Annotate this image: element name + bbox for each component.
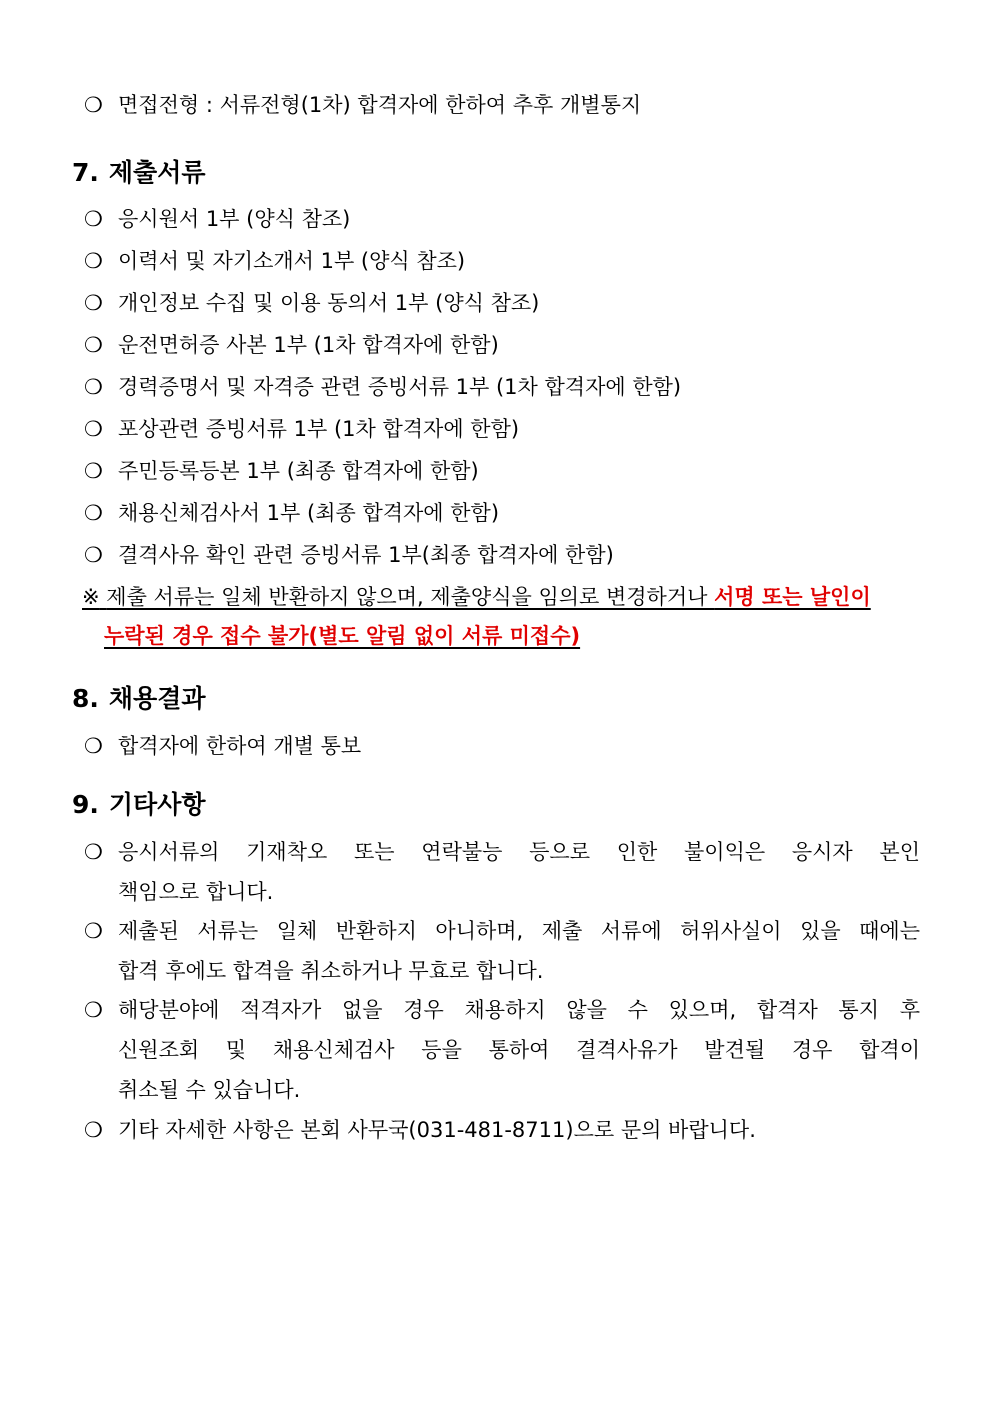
list-item-text: 운전면허증 사본 1부 (1차 합격자에 한함) — [118, 333, 499, 357]
list-item — [84, 373, 924, 401]
bullet-circle-icon: ❍ — [84, 543, 103, 567]
paragraph-line: 제출된 서류는 일체 반환하지 아니하며, 제출 서류에 허위사실이 있을 때에는 — [118, 919, 920, 943]
list-item-text: 이력서 및 자기소개서 1부 (양식 참조) — [118, 249, 466, 273]
section-number: 8. — [72, 684, 99, 713]
section-title: 제출서류 — [108, 158, 206, 187]
paragraph-line: 책임으로 합니다. — [118, 880, 274, 904]
note-warning-text: 누락된 경우 접수 불가(별도 알림 없이 서류 미접수) — [104, 624, 581, 648]
note-warning-text: 서명 또는 날인이 — [714, 585, 871, 609]
bullet-circle-icon: ❍ — [84, 249, 103, 273]
section-number: 7. — [72, 158, 99, 187]
bullet-circle-icon: ❍ — [84, 1118, 103, 1142]
note-mark-icon: ※ — [82, 585, 100, 609]
bullet-circle-icon: ❍ — [84, 998, 103, 1022]
list-item — [84, 457, 924, 485]
bullet-circle-icon: ❍ — [84, 417, 103, 441]
list-item — [84, 247, 924, 275]
section-title: 채용결과 — [108, 684, 206, 713]
list-item — [84, 331, 924, 359]
list-item-text: 결격사유 확인 관련 증빙서류 1부(최종 합격자에 한함) — [118, 543, 614, 567]
notice-paragraph — [84, 838, 920, 918]
interview-item — [84, 91, 924, 119]
list-item-text: 채용신체검사서 1부 (최종 합격자에 한함) — [118, 501, 500, 525]
list-item-text: 응시원서 1부 (양식 참조) — [118, 207, 351, 231]
section-7-heading — [72, 157, 206, 189]
submission-note-line2 — [104, 622, 944, 650]
notice-paragraph — [84, 917, 920, 997]
bullet-circle-icon: ❍ — [84, 291, 103, 315]
list-item — [84, 541, 924, 569]
list-item-text: 경력증명서 및 자격증 관련 증빙서류 1부 (1차 합격자에 한함) — [118, 375, 682, 399]
interview-text: 면접전형 : 서류전형(1차) 합격자에 한하여 추후 개별통지 — [118, 93, 642, 117]
bullet-circle-icon: ❍ — [84, 333, 103, 357]
list-item — [84, 499, 924, 527]
section-8-heading — [72, 683, 206, 715]
note-text: 제출 서류는 일체 반환하지 않으며, 제출양식을 임의로 변경하거나 — [106, 585, 715, 609]
list-item-text: 포상관련 증빙서류 1부 (1차 합격자에 한함) — [118, 417, 520, 441]
list-item-text: 주민등록등본 1부 (최종 합격자에 한함) — [118, 459, 479, 483]
bullet-circle-icon: ❍ — [84, 93, 103, 117]
bullet-circle-icon: ❍ — [84, 734, 103, 758]
list-item — [84, 415, 924, 443]
list-item — [84, 205, 924, 233]
section-9-heading — [72, 789, 206, 821]
bullet-circle-icon: ❍ — [84, 501, 103, 525]
list-item-text: 개인정보 수집 및 이용 동의서 1부 (양식 참조) — [118, 291, 540, 315]
list-item — [84, 1116, 924, 1144]
notice-paragraph — [84, 996, 920, 1116]
section-title: 기타사항 — [108, 790, 206, 819]
list-item — [84, 289, 924, 317]
bullet-circle-icon: ❍ — [84, 919, 103, 943]
section-number: 9. — [72, 790, 99, 819]
bullet-circle-icon: ❍ — [84, 375, 103, 399]
paragraph-line: 해당분야에 적격자가 없을 경우 채용하지 않을 수 있으며, 합격자 통지 후 — [118, 998, 920, 1022]
bullet-circle-icon: ❍ — [84, 840, 103, 864]
paragraph-line: 응시서류의 기재착오 또는 연락불능 등으로 인한 불이익은 응시자 본인 — [118, 840, 920, 864]
paragraph-line: 신원조회 및 채용신체검사 등을 통하여 결격사유가 발견될 경우 합격이 — [118, 1038, 920, 1062]
list-item — [84, 732, 924, 760]
list-item-text: 합격자에 한하여 개별 통보 — [118, 734, 362, 758]
bullet-circle-icon: ❍ — [84, 207, 103, 231]
paragraph-line: 합격 후에도 합격을 취소하거나 무효로 합니다. — [118, 959, 544, 983]
submission-note-line1 — [82, 583, 922, 611]
bullet-circle-icon: ❍ — [84, 459, 103, 483]
list-item-text: 기타 자세한 사항은 본회 사무국(031-481-8711)으로 문의 바랍니다. — [118, 1118, 756, 1142]
paragraph-line: 취소될 수 있습니다. — [118, 1078, 301, 1102]
